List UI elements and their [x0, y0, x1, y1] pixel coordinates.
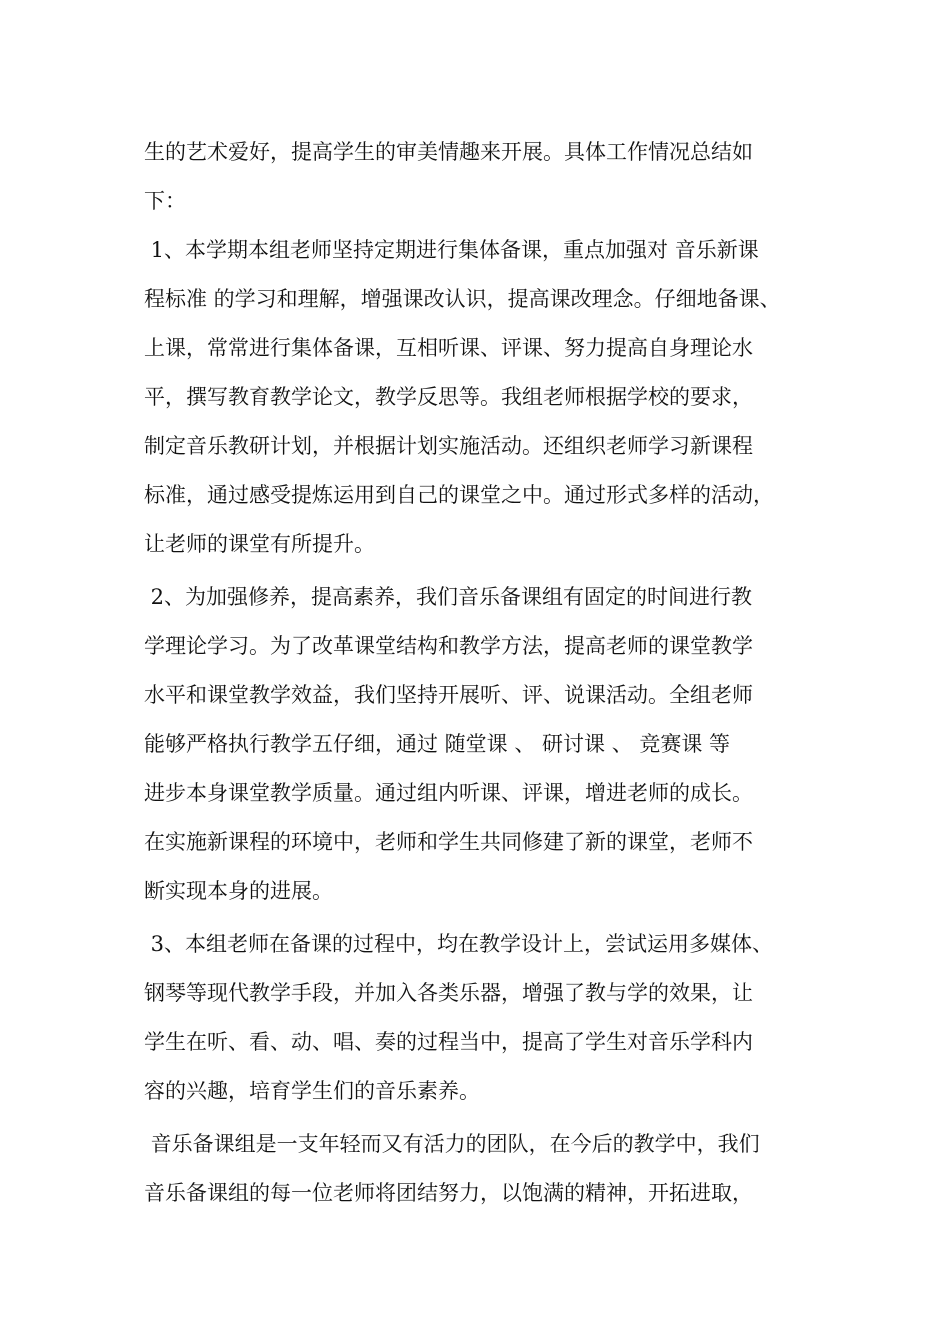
text-line: 上课，常常进行集体备课，互相听课、评课、努力提高自身理论水: [144, 336, 753, 360]
text-line: 能够严格执行教学五仔细，通过 随堂课 、 研讨课 、 竞赛课 等: [144, 732, 731, 756]
text-line: 生的艺术爱好，提高学生的审美情趣来开展。具体工作情况总结如: [144, 140, 753, 164]
text-line: 1、本学期本组老师坚持定期进行集体备课，重点加强对 音乐新课: [144, 238, 759, 262]
text-line: 学生在听、看、动、唱、奏的过程当中，提高了学生对音乐学科内: [144, 1030, 753, 1054]
text-line: 在实施新课程的环境中，老师和学生共同修建了新的课堂，老师不: [144, 830, 753, 854]
text-line: 容的兴趣，培育学生们的音乐素养。: [144, 1079, 480, 1103]
text-line: 标准，通过感受提炼运用到自己的课堂之中。通过形式多样的活动，: [144, 483, 774, 507]
text-line: 3、本组老师在备课的过程中，均在教学设计上，尝试运用多媒体、: [144, 932, 774, 956]
text-line: 学理论学习。为了改革课堂结构和教学方法，提高老师的课堂教学: [144, 634, 753, 658]
text-line: 下：: [144, 189, 186, 213]
text-line: 断实现本身的进展。: [144, 879, 333, 903]
text-line: 程标准 的学习和理解，增强课改认识，提高课改理念。仔细地备课、: [144, 287, 781, 311]
text-line: 让老师的课堂有所提升。: [144, 532, 375, 556]
text-line: 音乐备课组是一支年轻而又有活力的团队，在今后的教学中，我们: [144, 1132, 760, 1156]
text-line: 进步本身课堂教学质量。通过组内听课、评课，增进老师的成长。: [144, 781, 753, 805]
text-line: 钢琴等现代教学手段，并加入各类乐器，增强了教与学的效果，让: [144, 981, 753, 1005]
text-line: 水平和课堂教学效益，我们坚持开展听、评、说课活动。全组老师: [144, 683, 753, 707]
text-line: 制定音乐教研计划，并根据计划实施活动。还组织老师学习新课程: [144, 434, 753, 458]
text-line: 音乐备课组的每一位老师将团结努力，以饱满的精神，开拓进取，: [144, 1181, 753, 1205]
text-line: 2、为加强修养，提高素养，我们音乐备课组有固定的时间进行教: [144, 585, 753, 609]
text-line: 平，撰写教育教学论文，教学反思等。我组老师根据学校的要求，: [144, 385, 753, 409]
